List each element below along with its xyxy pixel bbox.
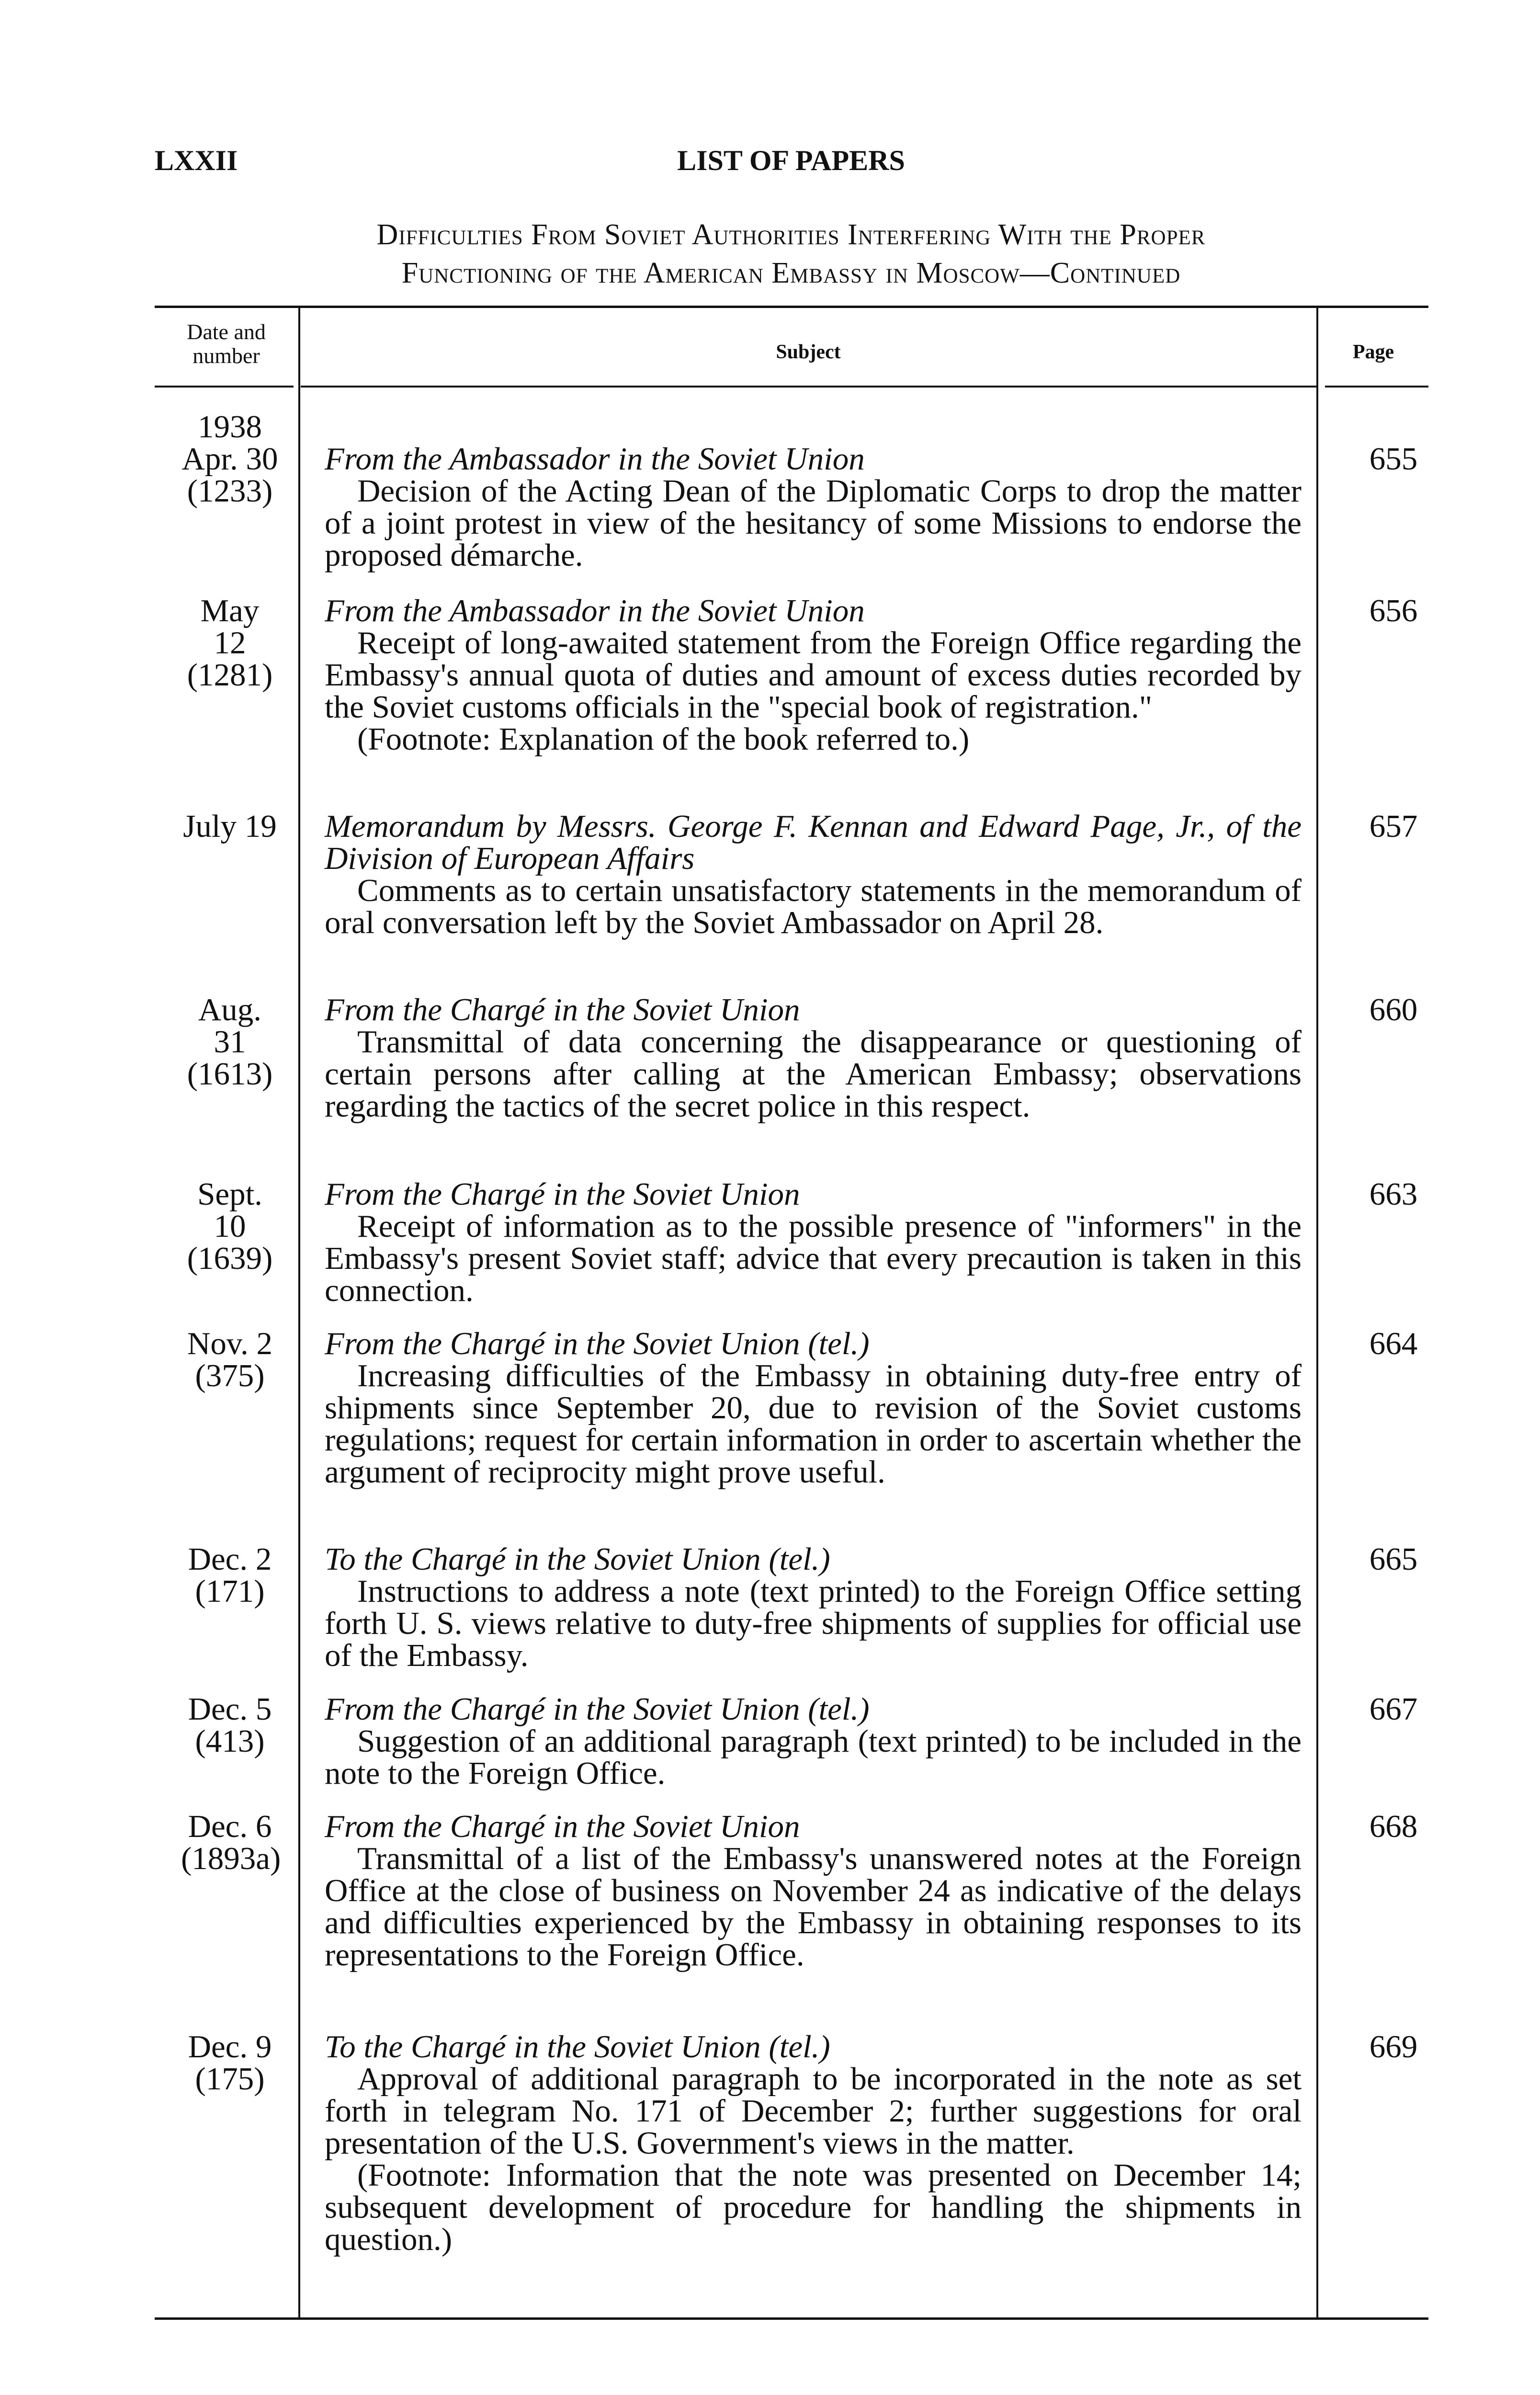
entry-date: Dec. 5 [188,1691,272,1727]
entry-summary: Receipt of information as to the possible presence of "informers" in the Embassy's present Soviet staff; advice that every precaution is taken in this connection. [325,1209,1302,1308]
column-header-date: Date and number [187,319,266,368]
entry-date: Dec. 6 [188,1809,272,1844]
entry-number: (171) [195,1574,265,1609]
column-divider-left [298,308,300,2318]
entry-date-block [152,595,279,691]
entry-date: Aug. 31 [198,992,262,1060]
section-title-line-2: Functioning of the American Embassy in Moscow—Continued [401,257,1181,289]
entry-subject [325,2031,1302,2256]
entry-number: (375) [195,1358,265,1393]
entry-source: To the Chargé in the Soviet Union (tel.) [325,2029,830,2064]
entry-source: From the Chargé in the Soviet Union [325,1809,800,1844]
entry-date: Dec. 9 [188,2029,272,2064]
entry-summary: Transmittal of data concerning the disappearance or questioning of certain persons after calling at the American Embassy; observations regarding the tactics of the secret police in this respect. [325,1024,1302,1124]
header-underline-subject [301,386,1318,388]
entry-subject [325,810,1302,939]
entry-page: 657 [1369,809,1418,844]
column-divider-right [1316,308,1318,2318]
entry-date-block [152,810,279,843]
entry-subject [325,1811,1302,1971]
entry-page: 655 [1369,441,1418,477]
entry-source: To the Chargé in the Soviet Union (tel.) [325,1541,830,1577]
entry-page: 665 [1369,1541,1418,1577]
page-folio: LXXII [155,145,238,176]
section-title-line-1: Difficulties From Soviet Authorities Interfering With the Proper [376,218,1206,251]
entry-date-block [152,1811,279,1875]
running-head [155,139,1427,182]
entry-page: 660 [1369,992,1418,1027]
entry-source: From the Chargé in the Soviet Union (tel.) [325,1326,870,1361]
entry-summary: Decision of the Acting Dean of the Diplomatic Corps to drop the matter of a joint protest in view of the hesitancy of some Missions to endorse the proposed démarche. [325,473,1302,573]
entry-number: (175) [195,2061,265,2097]
entry-subject [325,1178,1302,1307]
entry-summary: Comments as to certain unsatisfactory statements in the memorandum of oral conversation left by the Soviet Ambassador on April 28. [325,873,1302,940]
entry-page: 669 [1369,2029,1418,2064]
entry-number: (1639) [187,1241,273,1276]
entry-subject [325,994,1302,1122]
header-underline-page [1325,386,1428,388]
header-underline-date [155,386,294,388]
entry-subject [325,1328,1302,1488]
entry-summary: Suggestion of an additional paragraph (text printed) to be included in the note to the Foreign Office. [325,1723,1302,1791]
entry-date: Sept. 10 [197,1176,262,1244]
entry-source: From the Ambassador in the Soviet Union [325,593,865,628]
entry-source: From the Chargé in the Soviet Union (tel.) [325,1691,870,1727]
entry-date: Apr. 30 [181,441,278,477]
entry-number: (1893a) [181,1841,281,1876]
entry-date: Nov. 2 [187,1326,273,1361]
entry-number: (1233) [187,473,273,509]
entry-subject [325,595,1302,755]
entry-footnote: (Footnote: Information that the note was presented on December 14; subsequent development of procedure for handling the shipments in question.) [325,2157,1302,2257]
year-label: 1938 [198,409,262,445]
running-title: LIST OF PAPERS [677,145,905,176]
entry-page: 668 [1369,1809,1418,1844]
entry-date: July 19 [183,809,277,844]
entry-date-block [152,2031,279,2095]
entry-source: From the Chargé in the Soviet Union [325,992,800,1027]
table-top-rule [155,306,1428,308]
entry-source: From the Ambassador in the Soviet Union [325,441,865,477]
entry-summary: Instructions to address a note (text printed) to the Foreign Office setting forth U. S. views relative to duty-free shipments of supplies for official use of the Embassy. [325,1574,1302,1673]
entry-subject [325,1543,1302,1672]
entry-date-block [152,1543,279,1608]
table-bottom-rule [155,2317,1428,2320]
entry-date-block [152,1328,279,1392]
entry-number: (1613) [187,1056,273,1092]
entry-date: May 12 [200,593,260,661]
entry-date: Dec. 2 [188,1541,272,1577]
entry-page: 667 [1369,1691,1418,1727]
entry-page: 664 [1369,1326,1418,1361]
entry-source: Memorandum by Messrs. George F. Kennan and Edward Page, Jr., of the Division of European Affairs [325,809,1302,876]
entry-page: 663 [1369,1176,1418,1212]
column-header-page: Page [1352,341,1394,363]
entry-date-block [152,1693,279,1757]
entry-number: (413) [195,1723,265,1759]
section-title [155,216,1427,292]
column-header-subject: Subject [776,341,841,363]
entry-source: From the Chargé in the Soviet Union [325,1176,800,1212]
entry-date-block [152,1178,279,1275]
entry-summary: Approval of additional paragraph to be incorporated in the note as set forth in telegram No. 171 of December 2; further suggestions for oral presentation of the U.S. Government's views in the matter. [325,2061,1302,2161]
entry-date-block [152,443,279,507]
entry-date-block [152,994,279,1090]
entry-summary: Transmittal of a list of the Embassy's unanswered notes at the Foreign Office at the close of business on November 24 as indicative of the delays and difficulties experienced by the Embassy in obtaining responses to its representations to the Foreign Office. [325,1841,1302,1973]
entry-subject [325,1693,1302,1790]
entry-summary: Receipt of long-awaited statement from the Foreign Office regarding the Embassy's annual quota of duties and amount of excess duties recorded by the Soviet customs officials in the "special book of registration." [325,625,1302,725]
entry-number: (1281) [187,657,273,693]
entry-subject [325,443,1302,571]
entry-footnote: (Footnote: Explanation of the book referred to.) [357,721,970,757]
entry-summary: Increasing difficulties of the Embassy in obtaining duty-free entry of shipments since September 20, due to revision of the Soviet customs regulations; request for certain information in order to ascertain whether the argument of reciprocity might prove useful. [325,1358,1302,1490]
entry-page: 656 [1369,593,1418,628]
